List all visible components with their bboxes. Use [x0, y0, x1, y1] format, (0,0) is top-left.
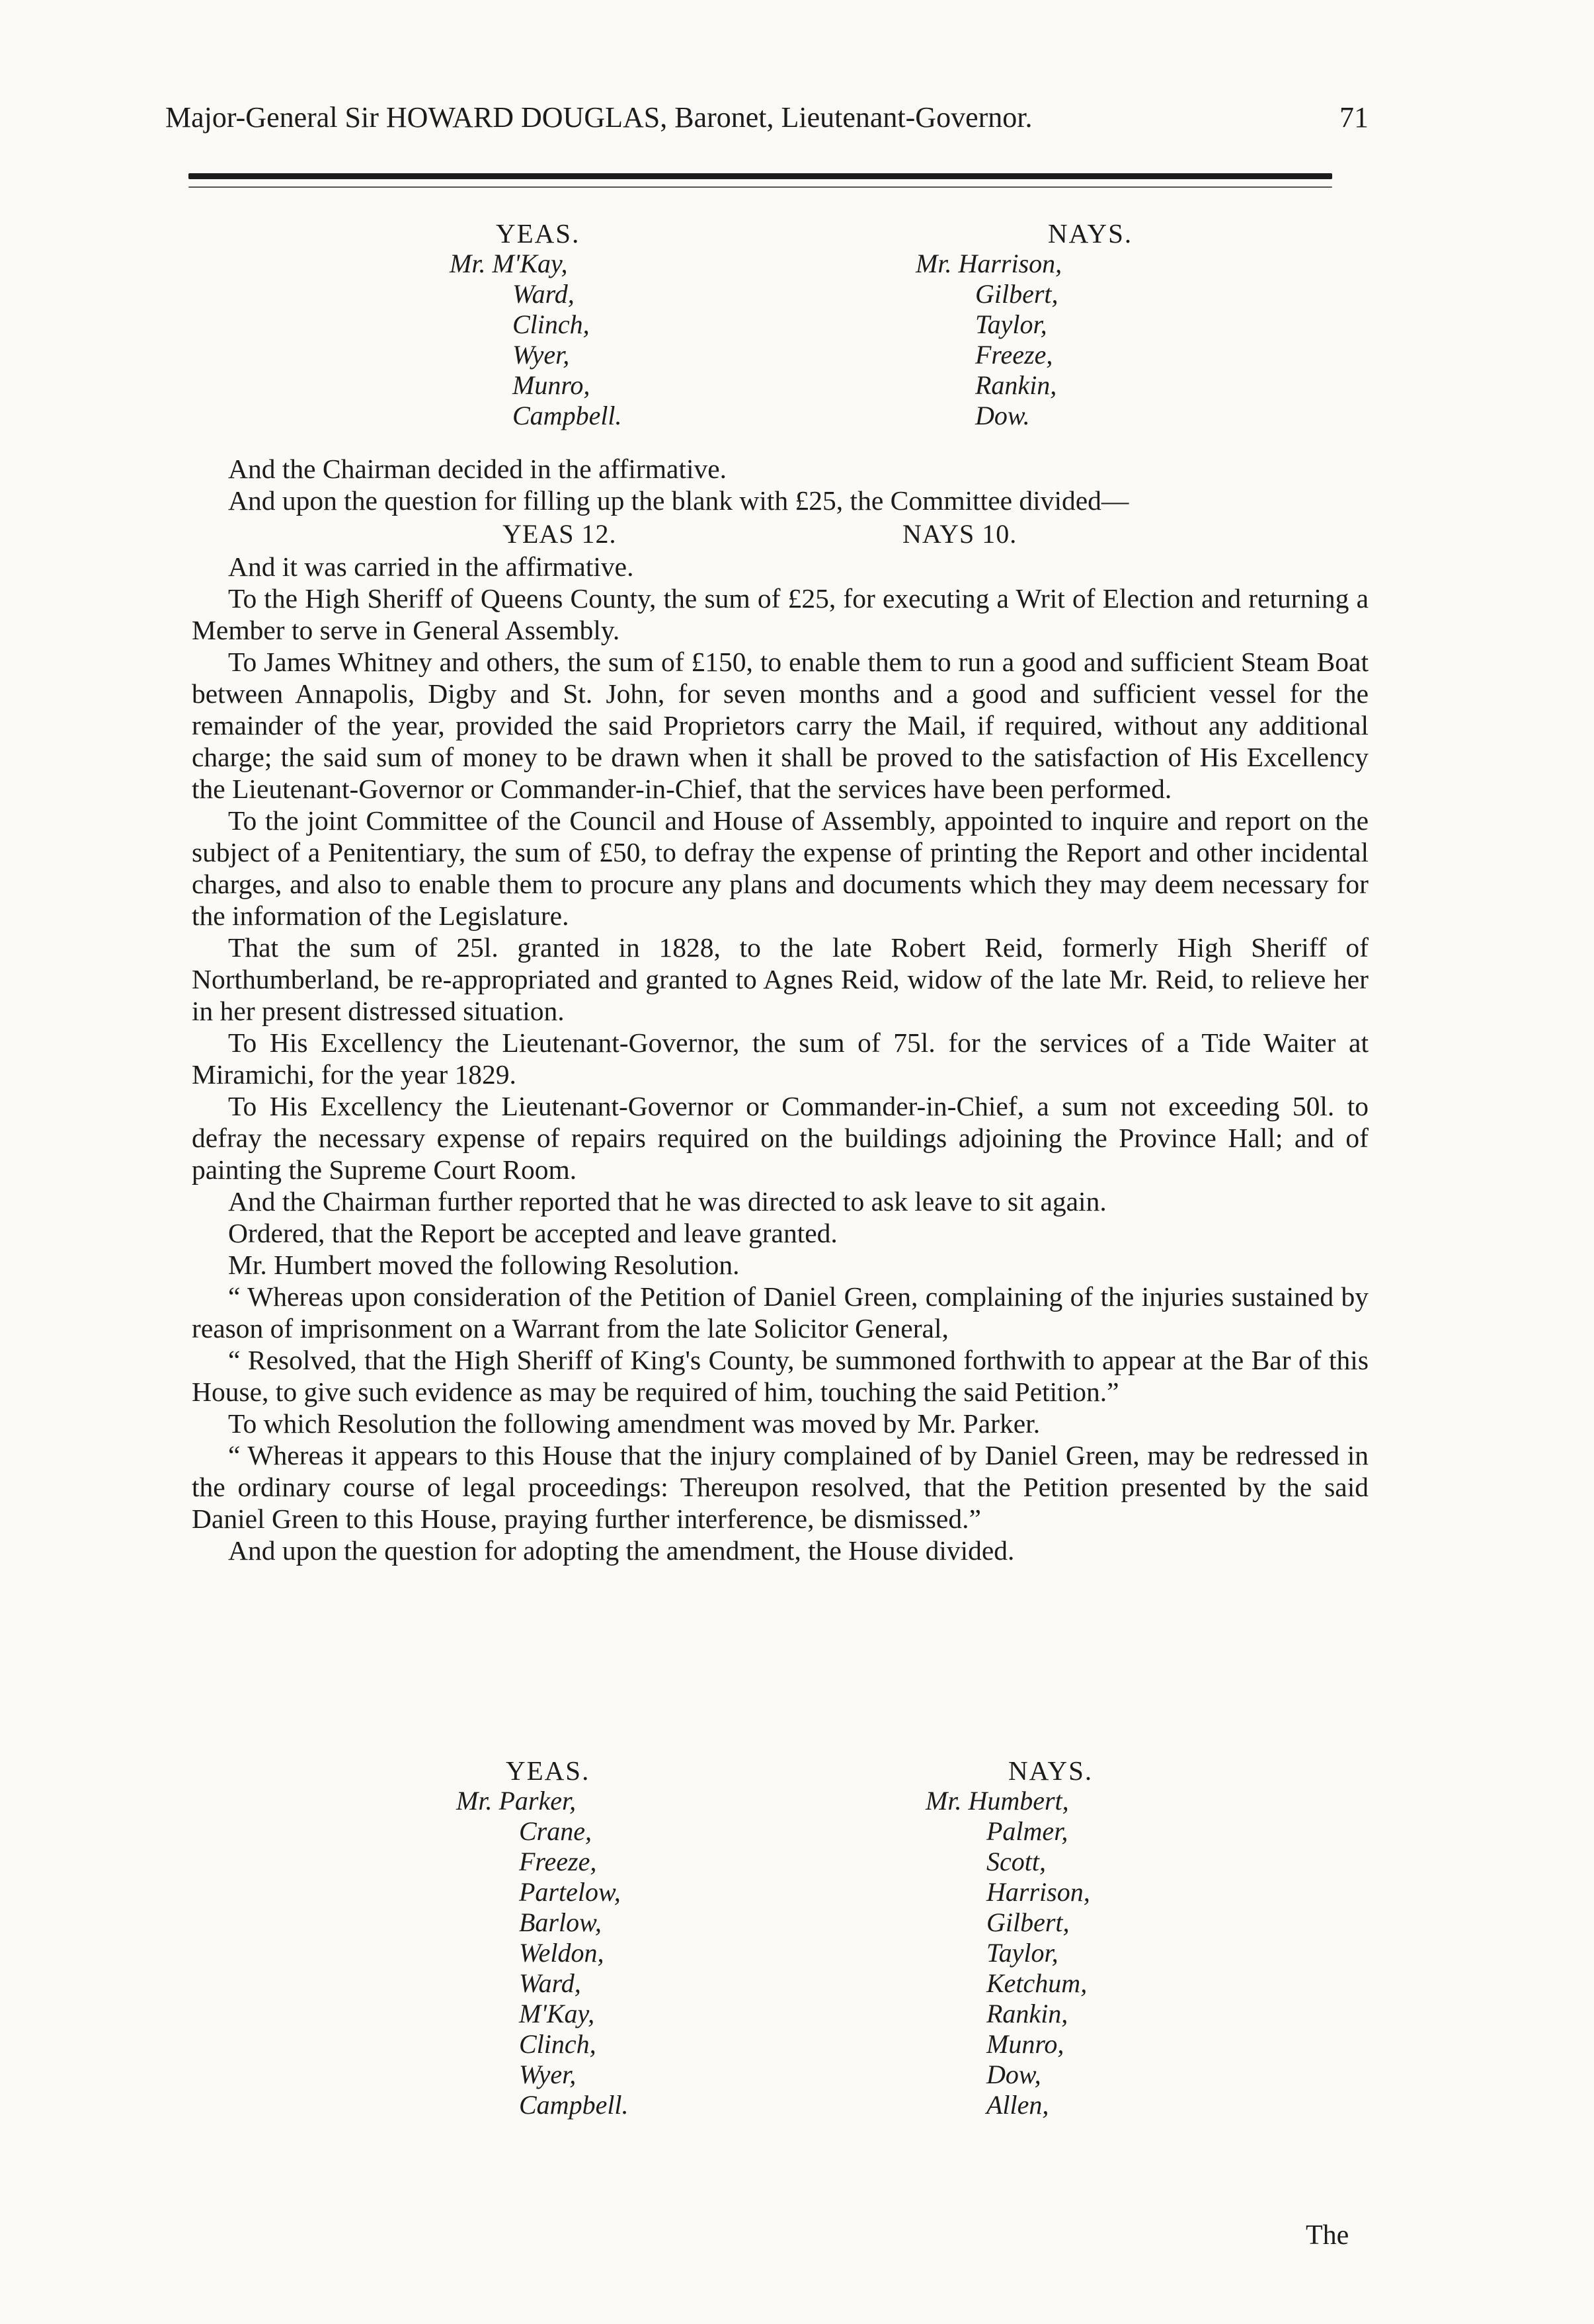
- vote2-yea-name: Mr. Parker,: [456, 1786, 577, 1816]
- running-head: [165, 99, 1369, 136]
- vote1-nay-name: Mr. Harrison,: [916, 249, 1062, 278]
- vote2-nay-name: Dow,: [986, 2060, 1041, 2089]
- vote1-yea-name: Munro,: [512, 370, 590, 400]
- vote1-yea-name: Clinch,: [512, 309, 590, 339]
- vote2-nays-heading: NAYS.: [1008, 1755, 1094, 1786]
- vote1-nays-list: [916, 249, 1154, 431]
- vote2-yea-name: Freeze,: [519, 1847, 597, 1876]
- paragraph: “ Whereas it appears to this House that the injury complained of by Daniel Green, may be redressed in the ordinary course of legal proceedings: Thereupon resolved, that the Petition presented by the said Daniel Green to this House, praying further interference, be dismissed.”: [192, 1440, 1369, 1534]
- vote2-nays-list: [926, 1786, 1190, 2120]
- paragraph: To the joint Committee of the Council and House of Assembly, appointed to inquire and report on the subject of a Penitentiary, the sum of £50, to defray the expense of printing the Report and other incidental charges, and also to enable them to procure any plans and documents which they may deem necessary for the information of the Legislature.: [192, 805, 1369, 931]
- vote2-yea-name: Weldon,: [519, 1938, 604, 1968]
- paragraph: Mr. Humbert moved the following Resolution.: [228, 1250, 740, 1280]
- vote1-nay-name: Gilbert,: [975, 279, 1058, 309]
- vote2-yeas-list: [456, 1786, 694, 2120]
- tally-nays: NAYS 10.: [902, 519, 1017, 549]
- vote2-yea-name: Ward,: [519, 1968, 581, 1998]
- tally-yeas: YEAS 12.: [502, 519, 617, 549]
- vote1-nay-name: Taylor,: [975, 309, 1047, 339]
- page-number: 71: [1339, 101, 1369, 134]
- vote1-yeas-column: [450, 218, 641, 431]
- paragraph: To which Resolution the following amendment was moved by Mr. Parker.: [228, 1408, 1041, 1439]
- paragraph: To His Excellency the Lieutenant-Governor, the sum of 75l. for the services of a Tide Waiter at Miramichi, for the year 1829.: [192, 1027, 1369, 1090]
- vote2-nay-name: Scott,: [986, 1847, 1046, 1876]
- vote2-nay-name: Munro,: [986, 2029, 1064, 2059]
- vote2-yea-name: M'Kay,: [519, 1999, 595, 2028]
- vote1-yea-name: Wyer,: [512, 340, 570, 370]
- vote2-yea-name: Campbell.: [519, 2090, 629, 2120]
- paragraph: And the Chairman further reported that he was directed to ask leave to sit again.: [228, 1186, 1107, 1217]
- vote2-yeas-heading: YEAS.: [506, 1755, 590, 1786]
- vote2-nay-name: Gilbert,: [986, 1907, 1070, 1937]
- vote2-nay-name: Allen,: [986, 2090, 1049, 2120]
- paragraph: To His Excellency the Lieutenant-Governor or Commander-in-Chief, a sum not exceeding 50l. to defray the necessary expense of repairs required on the buildings adjoining the Province Hall; and of painting the Supreme Court Room.: [192, 1091, 1369, 1185]
- vote1-nay-name: Dow.: [975, 401, 1030, 430]
- vote2-yea-name: Partelow,: [519, 1877, 621, 1907]
- vote2-nay-name: Mr. Humbert,: [926, 1786, 1069, 1816]
- paragraph: Ordered, that the Report be accepted and leave granted.: [228, 1218, 838, 1248]
- vote1-yea-name: Ward,: [512, 279, 575, 309]
- vote2-nays-column: [926, 1755, 1190, 2120]
- paragraph: That the sum of 25l. granted in 1828, to the late Robert Reid, formerly High Sheriff of Northumberland, be re-appropriated and granted to Agnes Reid, widow of the late Mr. Reid, to relieve her in her present distressed situation.: [192, 932, 1369, 1026]
- vote1-nays-column: [916, 218, 1154, 431]
- text-block-1: [192, 453, 1369, 516]
- catchword: The: [1306, 2220, 1349, 2251]
- paragraph: To the High Sheriff of Queens County, the sum of £25, for executing a Writ of Election and returning a Member to serve in General Assembly.: [192, 583, 1369, 645]
- vote2-yea-name: Clinch,: [519, 2029, 596, 2059]
- vote1-nays-heading: NAYS.: [1048, 218, 1133, 249]
- header-rule: [188, 173, 1332, 179]
- vote2-nay-name: Harrison,: [986, 1877, 1090, 1907]
- vote1-yea-name: Mr. M'Kay,: [450, 249, 568, 278]
- vote2-nay-name: Ketchum,: [986, 1968, 1088, 1998]
- paragraph: “ Resolved, that the High Sheriff of King's County, be summoned forthwith to appear at the Bar of this House, to give such evidence as may be required of him, touching the said Petition.”: [192, 1345, 1369, 1407]
- paragraph: “ Whereas upon consideration of the Petition of Daniel Green, complaining of the injuries sustained by reason of imprisonment on a Warrant from the late Solicitor General,: [192, 1281, 1369, 1343]
- vote2-yeas-column: [456, 1755, 694, 2120]
- vote2-yea-name: Wyer,: [519, 2060, 577, 2089]
- vote1-yeas-list: [450, 249, 641, 431]
- vote1-nay-name: Rankin,: [975, 370, 1057, 400]
- vote1-nay-name: Freeze,: [975, 340, 1053, 370]
- paragraph: And upon the question for adopting the amendment, the House divided.: [228, 1535, 1015, 1566]
- header-rule-thin: [188, 186, 1332, 188]
- vote2-nay-name: Taylor,: [986, 1938, 1058, 1968]
- vote2-nay-name: Palmer,: [986, 1816, 1068, 1846]
- vote2-nay-name: Rankin,: [986, 1999, 1068, 2028]
- vote2-yea-name: Crane,: [519, 1816, 592, 1846]
- paragraph: And it was carried in the affirmative.: [228, 551, 634, 582]
- text-block-2: [192, 551, 1369, 1566]
- vote2-yea-name: Barlow,: [519, 1907, 602, 1937]
- paragraph: And the Chairman decided in the affirmative.: [228, 454, 727, 484]
- vote1-yeas-heading: YEAS.: [496, 218, 580, 249]
- running-title: Major-General Sir HOWARD DOUGLAS, Baronet, Lieutenant-Governor.: [165, 101, 1033, 134]
- paragraph: To James Whitney and others, the sum of £150, to enable them to run a good and sufficient Steam Boat between Annapolis, Digby and St. John, for seven months and a good and sufficient vessel for the remainder of the year, provided the said Proprietors carry the Mail, if required, without any additional charge; the said sum of money to be drawn when it shall be proved to the satisfaction of His Excellency the Lieutenant-Governor or Commander-in-Chief, that the services have been performed.: [192, 647, 1369, 804]
- vote1-yea-name: Campbell.: [512, 401, 622, 430]
- paragraph: And upon the question for filling up the blank with £25, the Committee divided—: [228, 485, 1129, 516]
